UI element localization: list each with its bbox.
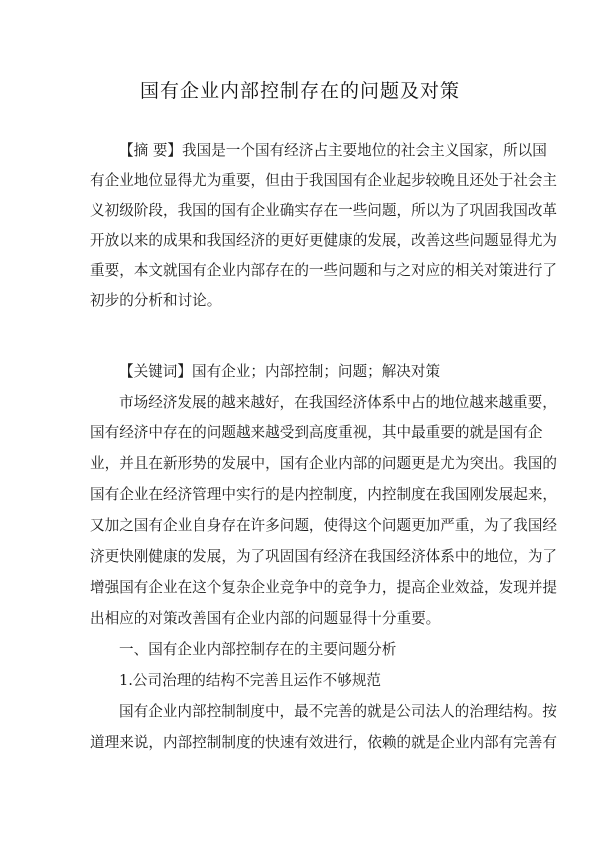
body-line-1: 国有企业内部控制制度中，最不完善的就是公司法人的治理结构。按 bbox=[119, 703, 557, 720]
intro-line-4: 国有企业在经济管理中实行的是内控制度，内控制度在我国刚发展起来， bbox=[90, 486, 558, 503]
abstract-line-2: 有企业地位显得尤为重要，但由于我国国有企业起步较晚且还处于社会主 bbox=[90, 172, 558, 189]
intro-line-8: 出相应的对策改善国有企业内部的问题显得十分重要。 bbox=[90, 610, 441, 627]
abstract-line-3: 义初级阶段，我国的国有企业确实存在一些问题，所以为了巩固我国改革 bbox=[90, 202, 558, 219]
intro-line-7: 增强国有企业在这个复杂企业竞争中的竞争力，提高企业效益，发现并提 bbox=[90, 579, 558, 596]
intro-line-5: 又加之国有企业自身存在许多问题，使得这个问题更加严重，为了我国经 bbox=[90, 517, 558, 534]
intro-line-3: 业，并且在新形势的发展中，国有企业内部的问题更是尤为突出。我国的 bbox=[90, 455, 558, 472]
abstract-line-6: 初步的分析和讨论。 bbox=[90, 292, 222, 309]
intro-line-1: 市场经济发展的越来越好，在我国经济体系中占的地位越来越重要， bbox=[119, 394, 557, 411]
abstract-line-4: 开放以来的成果和我国经济的更好更健康的发展，改善这些问题显得尤为 bbox=[90, 232, 558, 249]
body-line-2: 道理来说，内部控制制度的快速有效进行，依赖的就是企业内部有完善有 bbox=[90, 734, 558, 751]
document-title: 国有企业内部控制存在的问题及对策 bbox=[139, 80, 460, 102]
subsection-heading-1: 1.公司治理的结构不完善且运作不够规范 bbox=[119, 672, 382, 689]
abstract-line-5: 重要，本文就国有企业内部存在的一些问题和与之对应的相关对策进行了 bbox=[90, 262, 558, 279]
keywords-line: 【关键词】国有企业；内部控制；问题；解决对策 bbox=[119, 363, 441, 380]
abstract-line-1: 【摘 要】我国是一个国有经济占主要地位的社会主义国家，所以国 bbox=[119, 142, 547, 159]
intro-line-2: 国有经济中存在的问题越来越受到高度重视，其中最重要的就是国有企 bbox=[90, 424, 543, 441]
section-heading-1: 一、国有企业内部控制存在的主要问题分析 bbox=[119, 641, 397, 658]
intro-line-6: 济更快刚健康的发展，为了巩固国有经济在我国经济体系中的地位，为了 bbox=[90, 548, 558, 565]
